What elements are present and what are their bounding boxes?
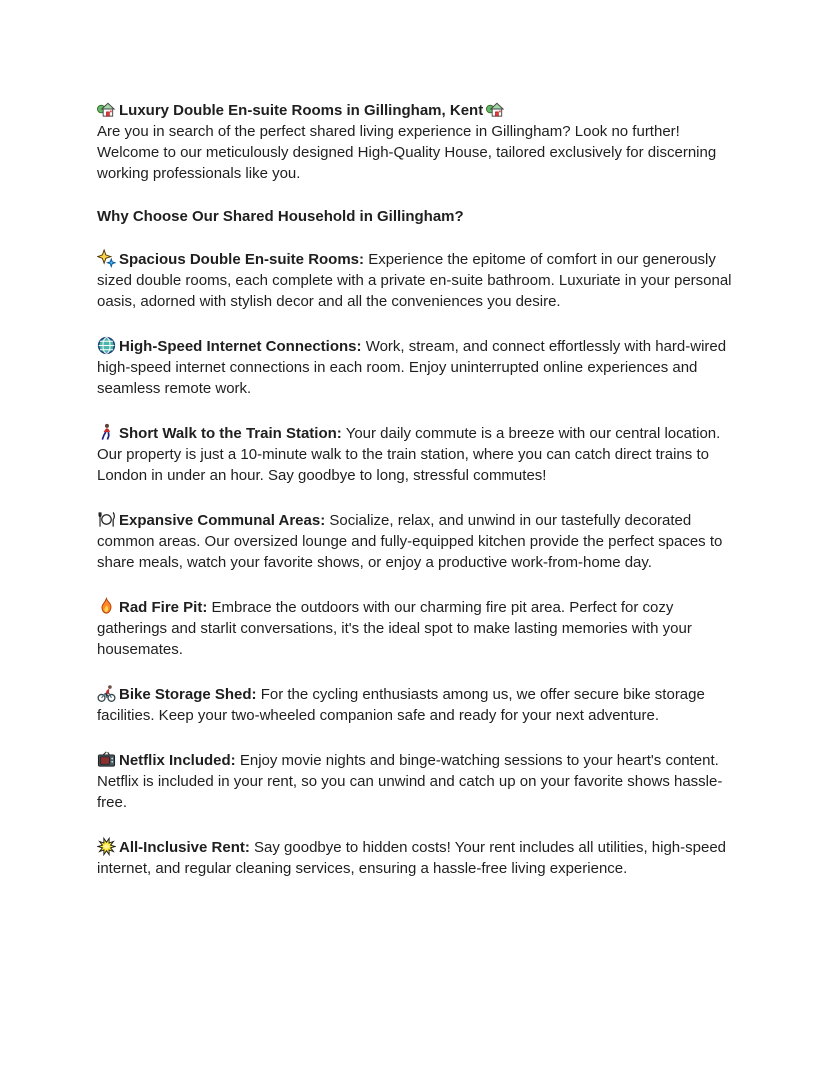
feature-text: Embrace the outdoors with our charming fire pit area. Perfect for cozy gatherings and starlit conversations, it's the ideal spot to make lasting memories with your housemates.: [97, 599, 692, 658]
pedestrian-icon: [97, 423, 116, 442]
fork-knife-plate-icon: [97, 510, 116, 529]
feature-label: Short Walk to the Train Station:: [119, 425, 342, 442]
house-with-garden-icon: [97, 100, 116, 119]
feature-text: Work, stream, and connect effortlessly with hard-wired high-speed internet connections in each room. Enjoy uninterrupted online experiences and seamless remote work.: [97, 338, 727, 397]
listing-title-text: Luxury Double En-suite Rooms in Gillingham, Kent: [119, 102, 484, 119]
feature-text: Experience the epitome of comfort in our generously sized double rooms, each complete with a private en-suite bathroom. Luxuriate in your personal oasis, adorned with stylish decor and all the conveniences you desire.: [97, 251, 732, 310]
feature-label: Rad Fire Pit:: [119, 599, 208, 616]
feature-label: All-Inclusive Rent:: [119, 839, 250, 856]
globe-icon: [97, 336, 116, 355]
television-icon: [97, 750, 116, 769]
intro-paragraph: Are you in search of the perfect shared living experience in Gillingham? Look no further! Welcome to our meticulously designed High-Quality House, tailored exclusively for discerning working professionals like you.: [97, 123, 717, 182]
sparkles-icon: [97, 249, 116, 268]
feature-item: [97, 249, 737, 312]
feature-item: [97, 597, 737, 660]
feature-label: High-Speed Internet Connections:: [119, 338, 362, 355]
feature-label: Spacious Double En-suite Rooms:: [119, 251, 365, 268]
house-with-garden-icon: [486, 100, 505, 119]
feature-label: Bike Storage Shed:: [119, 686, 257, 703]
feature-item: [97, 837, 737, 879]
feature-text: Say goodbye to hidden costs! Your rent includes all utilities, high-speed internet, and regular cleaning services, ensuring a hassle-free living experience.: [97, 839, 727, 877]
why-choose-heading: Why Choose Our Shared Household in Gillingham?: [97, 208, 464, 225]
feature-item: [97, 684, 737, 726]
feature-label: Expansive Communal Areas:: [119, 512, 326, 529]
person-biking-icon: [97, 684, 116, 703]
feature-text: Socialize, relax, and unwind in our tastefully decorated common areas. Our oversized lounge and fully-equipped kitchen provide the perfect spaces to share meals, watch your favorite shows, or enjoy a productive work-from-home day.: [97, 512, 723, 571]
feature-item: [97, 423, 737, 486]
feature-label: Netflix Included:: [119, 752, 236, 769]
feature-item: [97, 510, 737, 573]
feature-text: Your daily commute is a breeze with our central location. Our property is just a 10-minute walk to the train station, where you can catch direct trains to London in under an hour. Say goodbye to long, stressful commutes!: [97, 425, 721, 484]
listing-title: [97, 100, 737, 121]
feature-item: [97, 750, 737, 813]
feature-item: [97, 336, 737, 399]
starburst-icon: [97, 837, 116, 856]
feature-text: For the cycling enthusiasts among us, we offer secure bike storage facilities. Keep your two-wheeled companion safe and ready for your next adventure.: [97, 686, 705, 724]
feature-text: Enjoy movie nights and binge-watching sessions to your heart's content. Netflix is included in your rent, so you can unwind and catch up on your favorite shows hassle-free.: [97, 752, 723, 811]
fire-icon: [97, 597, 116, 616]
